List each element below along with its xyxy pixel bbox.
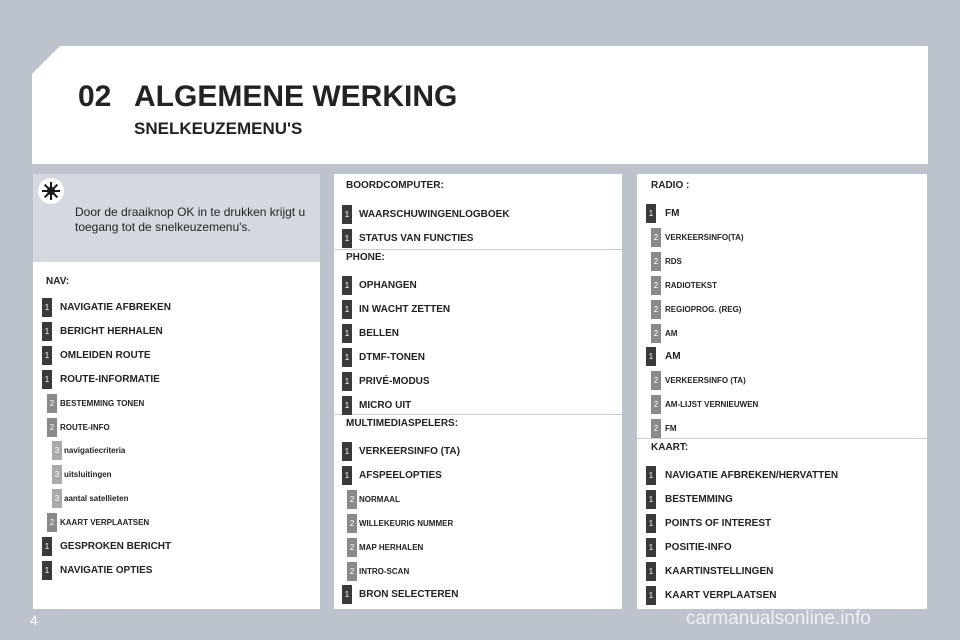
level-badge: 1 <box>42 322 52 341</box>
menu-item: POSITIE-INFO <box>665 541 732 553</box>
level-badge: 2 <box>47 394 57 413</box>
menu-item: uitsluitingen <box>64 470 112 480</box>
menu-item: STATUS VAN FUNCTIES <box>359 232 474 244</box>
level-badge: 3 <box>52 441 62 460</box>
level-badge: 2 <box>651 371 661 390</box>
menu-item: KAART VERPLAATSEN <box>665 589 777 601</box>
level-badge: 1 <box>342 466 352 485</box>
menu-item: MAP HERHALEN <box>359 542 424 552</box>
level-badge: 2 <box>47 513 57 532</box>
menu-item: KAART VERPLAATSEN <box>60 518 150 528</box>
level-badge: 1 <box>646 204 656 223</box>
menu-item: NAVIGATIE OPTIES <box>60 564 153 576</box>
level-badge: 2 <box>651 324 661 343</box>
menu-item: PRIVÉ-MODUS <box>359 375 430 387</box>
kaart-divider <box>637 438 927 439</box>
level-badge: 2 <box>651 252 661 271</box>
menu-item: VERKEERSINFO(TA) <box>665 232 744 242</box>
menu-item: GESPROKEN BERICHT <box>60 541 172 552</box>
multimedia-section-title: MULTIMEDIASPELERS: <box>346 418 459 429</box>
radio-section-title: RADIO : <box>651 180 690 191</box>
menu-item: AM-LIJST VERNIEUWEN <box>665 400 759 410</box>
page-title: ALGEMENE WERKING <box>134 80 458 113</box>
level-badge: 1 <box>342 324 352 343</box>
menu-item: AFSPEELOPTIES <box>359 469 442 481</box>
level-badge: 1 <box>42 561 52 580</box>
menu-item: VERKEERSINFO (TA) <box>665 376 746 386</box>
level-badge: 1 <box>42 298 52 317</box>
level-badge: 1 <box>342 205 352 224</box>
level-badge: 2 <box>347 490 357 509</box>
level-badge: 1 <box>42 537 52 556</box>
level-badge: 2 <box>651 276 661 295</box>
level-badge: 2 <box>347 538 357 557</box>
level-badge: 1 <box>646 586 656 605</box>
level-badge: 1 <box>646 490 656 509</box>
menu-item: OMLEIDEN ROUTE <box>60 349 151 361</box>
menu-item: AM <box>665 351 681 363</box>
menu-item: BESTEMMING TONEN <box>60 398 145 408</box>
level-badge: 1 <box>342 276 352 295</box>
level-badge: 1 <box>342 300 352 319</box>
menu-item: FM <box>665 424 677 434</box>
kaart-section-title: KAART: <box>651 442 689 453</box>
level-badge: 3 <box>52 489 62 508</box>
watermark: carmanualsonline.info <box>686 608 871 629</box>
menu-item: ROUTE-INFORMATIE <box>60 373 160 385</box>
level-badge: 1 <box>342 372 352 391</box>
page-number: 4 <box>30 612 38 628</box>
menu-item: BESTEMMING <box>665 493 733 505</box>
level-badge: 1 <box>646 347 656 366</box>
menu-item: NORMAAL <box>359 494 400 504</box>
menu-item: MICRO UIT <box>359 399 412 411</box>
menu-item: ROUTE-INFO <box>60 422 110 432</box>
level-badge: 2 <box>651 395 661 414</box>
lamp-icon <box>38 178 64 204</box>
menu-item: NAVIGATIE AFBREKEN <box>60 302 171 313</box>
menu-item: aantal satellieten <box>64 494 129 504</box>
level-badge: 1 <box>342 396 352 415</box>
level-badge: 1 <box>646 538 656 557</box>
menu-item: BELLEN <box>359 327 399 339</box>
level-badge: 2 <box>347 562 357 581</box>
menu-item: RADIOTEKST <box>665 280 717 290</box>
level-badge: 3 <box>52 465 62 484</box>
level-badge: 2 <box>47 418 57 437</box>
boordcomputer-section-title: BOORDCOMPUTER: <box>346 180 444 191</box>
menu-item: DTMF-TONEN <box>359 351 425 363</box>
menu-item: BERICHT HERHALEN <box>60 325 163 337</box>
menu-item: KAARTINSTELLINGEN <box>665 565 774 577</box>
menu-item: FM <box>665 208 680 219</box>
level-badge: 1 <box>42 370 52 389</box>
level-badge: 1 <box>342 229 352 248</box>
level-badge: 2 <box>651 419 661 438</box>
menu-item: navigatiecriteria <box>64 446 126 456</box>
level-badge: 1 <box>646 514 656 533</box>
level-badge: 2 <box>651 228 661 247</box>
level-badge: 1 <box>342 585 352 604</box>
menu-item: OPHANGEN <box>359 280 417 291</box>
menu-item: INTRO-SCAN <box>359 566 410 576</box>
menu-item: NAVIGATIE AFBREKEN/HERVATTEN <box>665 470 839 481</box>
level-badge: 2 <box>651 300 661 319</box>
menu-item: REGIOPROG. (REG) <box>665 304 742 314</box>
level-badge: 1 <box>42 346 52 365</box>
level-badge: 2 <box>347 514 357 533</box>
phone-divider <box>334 249 622 250</box>
level-badge: 1 <box>342 442 352 461</box>
menu-item: POINTS OF INTEREST <box>665 517 772 529</box>
page-subtitle: SNELKEUZEMENU'S <box>134 119 303 138</box>
menu-item: VERKEERSINFO (TA) <box>359 446 460 457</box>
menu-item: WAARSCHUWINGENLOGBOEK <box>359 209 510 220</box>
multimedia-divider <box>334 414 622 415</box>
menu-item: RDS <box>665 256 682 266</box>
menu-item: IN WACHT ZETTEN <box>359 303 451 315</box>
nav-section-title: NAV: <box>46 276 70 287</box>
menu-item: WILLEKEURIG NUMMER <box>359 518 454 528</box>
menu-item: AM <box>665 328 678 338</box>
tip-text: Door de draaiknop OK in te drukken krijgt u toegang tot de snelkeuzemenu's. <box>75 205 306 234</box>
level-badge: 1 <box>342 348 352 367</box>
level-badge: 1 <box>646 466 656 485</box>
level-badge: 1 <box>646 562 656 581</box>
chapter-number: 02 <box>78 80 112 113</box>
menu-item: BRON SELECTEREN <box>359 589 459 601</box>
phone-section-title: PHONE: <box>346 252 385 263</box>
